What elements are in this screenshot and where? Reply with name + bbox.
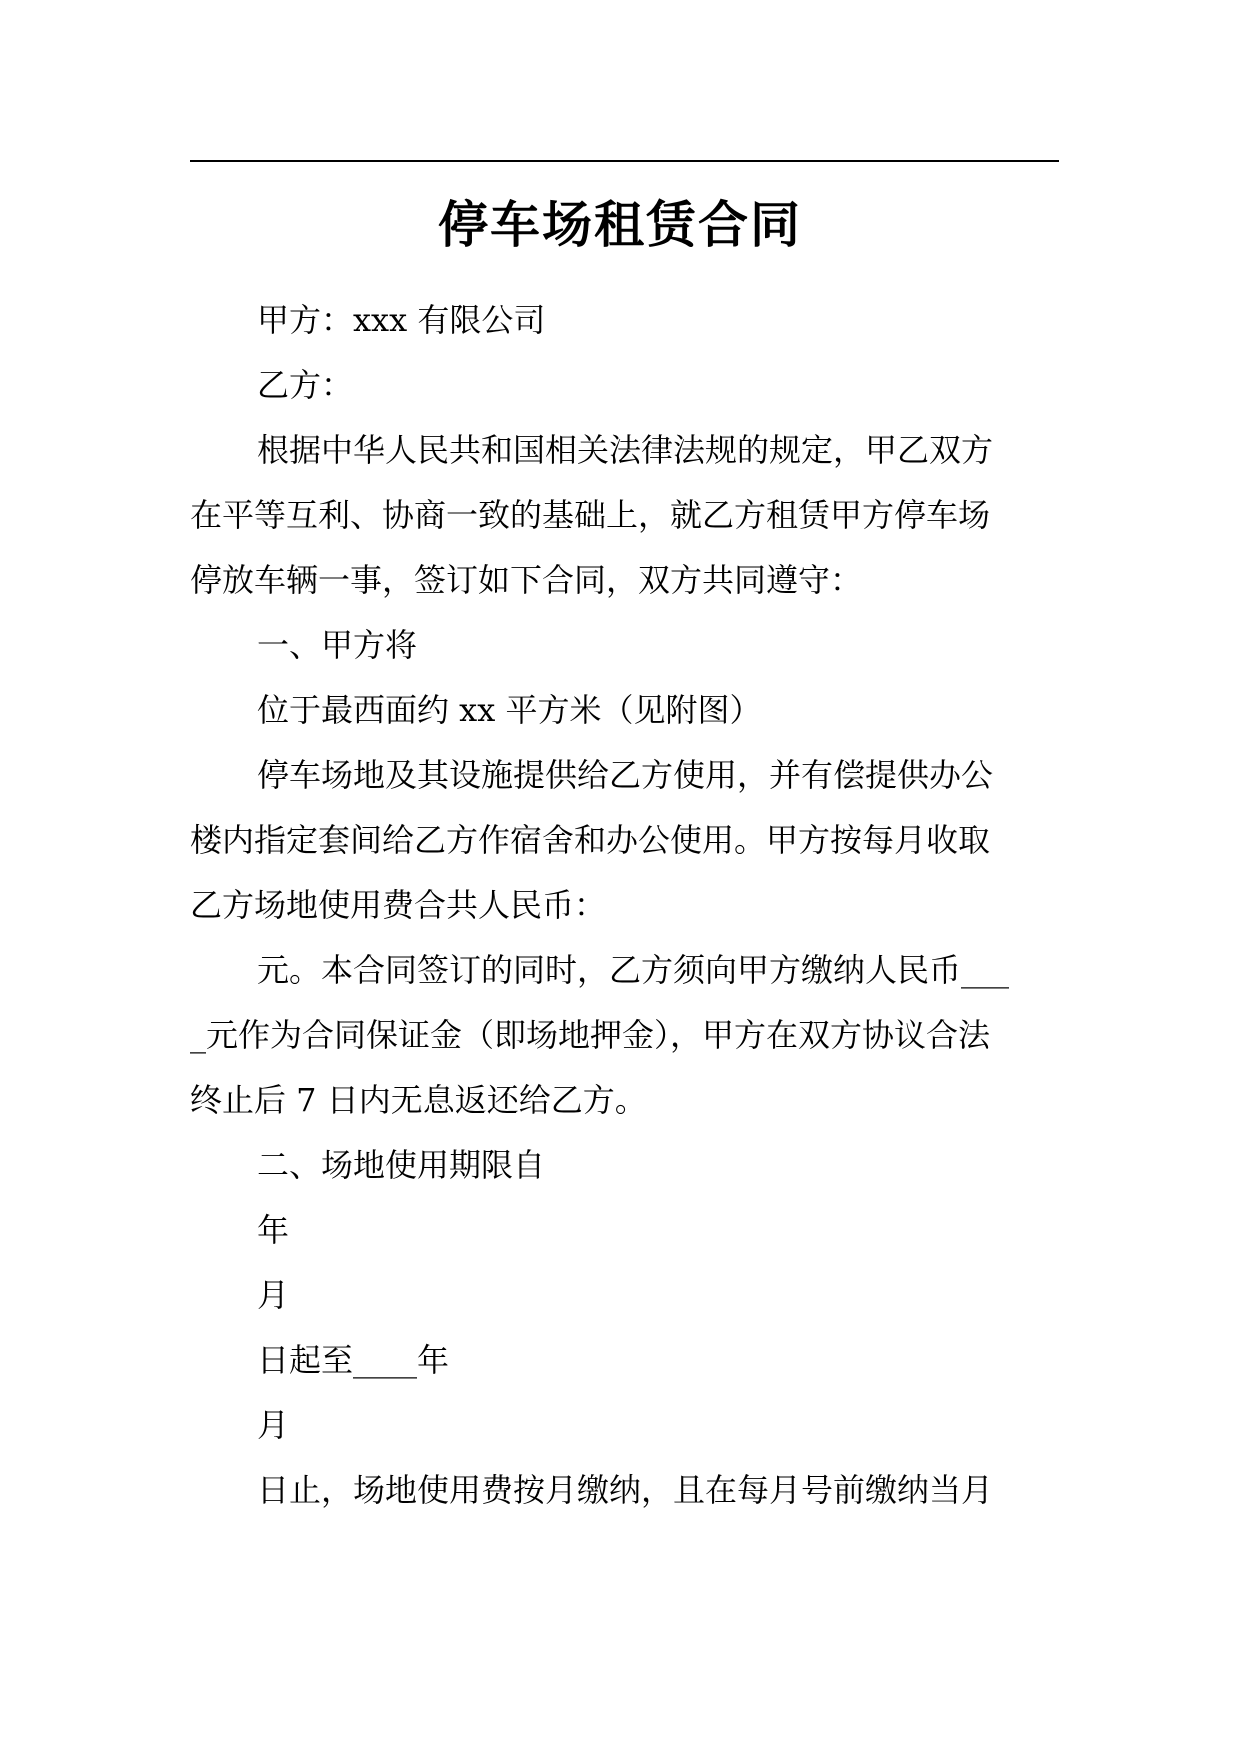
document-title: 停车场租赁合同	[438, 195, 802, 254]
text-line: 甲方：xxx 有限公司	[257, 301, 546, 339]
text-line: 位于最西面约 xx 平方米（见附图）	[257, 691, 762, 729]
text-line: 年	[257, 1211, 290, 1249]
text-line: 月	[257, 1276, 290, 1314]
text-line: 乙方：	[257, 366, 354, 404]
text-line: 楼内指定套间给乙方作宿舍和办公使用。甲方按每月收取	[190, 821, 991, 859]
header-rule	[190, 160, 1059, 162]
text-line: 月	[257, 1406, 290, 1444]
text-line: 根据中华人民共和国相关法律法规的规定，甲乙双方	[257, 431, 994, 469]
text-line: 二、场地使用期限自	[257, 1146, 546, 1184]
text-line: 停车场地及其设施提供给乙方使用，并有偿提供办公	[257, 756, 994, 794]
text-line: 元。本合同签订的同时，乙方须向甲方缴纳人民币___	[257, 951, 1010, 989]
text-line: _元作为合同保证金（即场地押金），甲方在双方协议合法	[190, 1016, 991, 1054]
text-line: 日止，场地使用费按月缴纳，且在每月号前缴纳当月	[257, 1471, 994, 1509]
document-body	[190, 288, 1060, 1523]
text-line: 一、甲方将	[257, 626, 418, 664]
text-line: 日起至____年	[257, 1341, 450, 1379]
text-line: 乙方场地使用费合共人民币：	[190, 886, 607, 924]
text-line: 停放车辆一事，签订如下合同，双方共同遵守：	[190, 561, 863, 599]
text-line: 终止后 7 日内无息返还给乙方。	[190, 1081, 647, 1119]
text-line: 在平等互利、协商一致的基础上，就乙方租赁甲方停车场	[190, 496, 991, 534]
